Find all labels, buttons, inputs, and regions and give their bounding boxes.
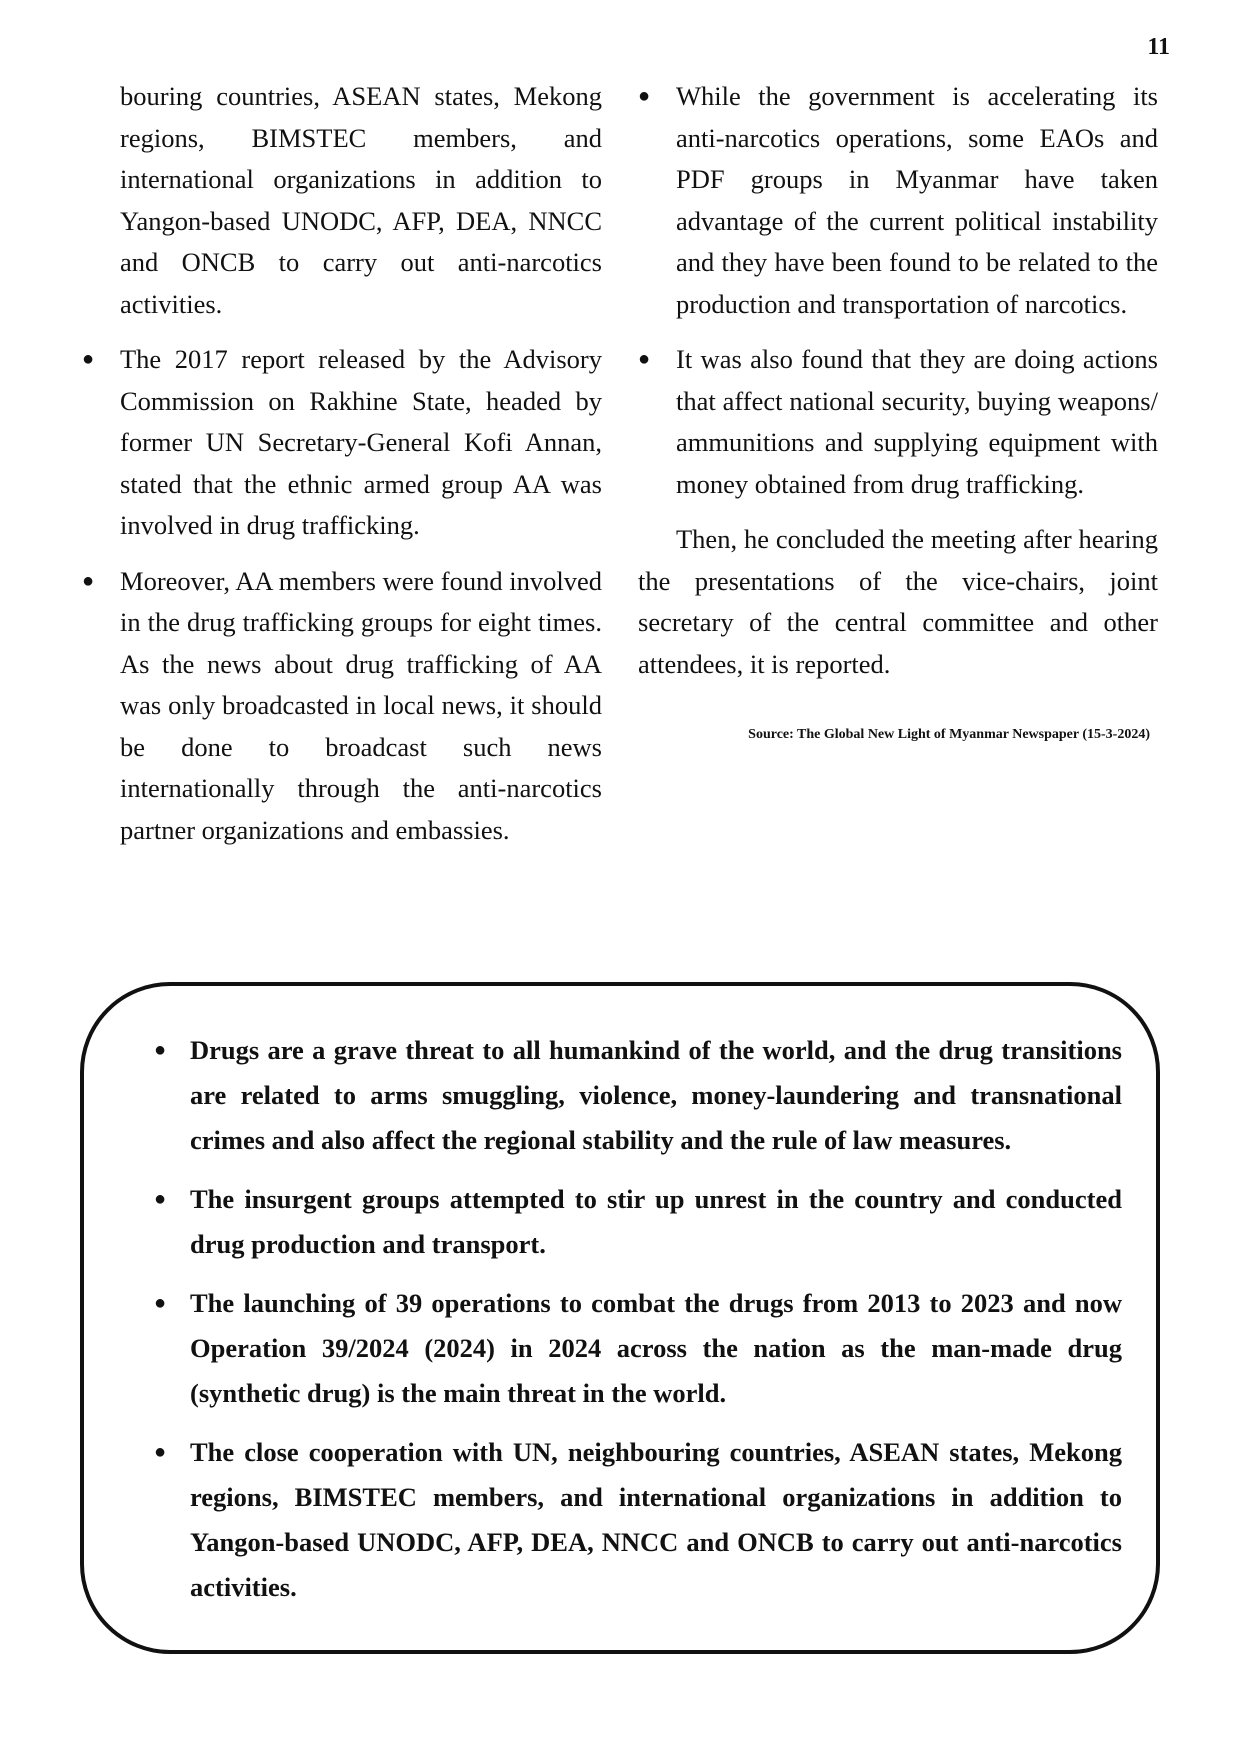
page-number: 11 <box>1147 34 1170 60</box>
bullet-icon: ● <box>638 348 651 370</box>
source-citation: Source: The Global New Light of Myanmar Newspaper (15-3-2024) <box>748 727 1150 742</box>
summary-list <box>154 1028 1122 1624</box>
list-item <box>154 1281 1122 1416</box>
bullet-text: Moreover, AA members were found involved in the drug trafficking groups for eight times. As the news about drug trafficking of AA was only broadcasted in local news, it should be done to broadcast such news internationally through the anti-narcotics partner organizations and embassies. <box>120 565 602 845</box>
summary-text: The close cooperation with UN, neighbouring countries, ASEAN states, Mekong regions, BIMSTEC members, and international organizations in addition to Yangon-based UNODC, AFP, DEA, NNCC and ONCB to carry out anti-narcotics activities. <box>190 1437 1122 1602</box>
bullet-icon: ● <box>154 1292 167 1314</box>
closing-paragraph: Then, he concluded the meeting after hearing the presentations of the vice-chairs, joint secretary of the central committee and other attendees, it is reported. <box>638 524 1158 679</box>
bullet-text: While the government is accelerating its anti-narcotics operations, some EAOs and PDF groups in Myanmar have taken advantage of the current political instability and they have been found to be related to the production and transportation of narcotics. <box>676 81 1158 319</box>
bullet-text: It was also found that they are doing actions that affect national security, buying weapons/ ammunitions and supplying equipment with money obtained from drug trafficking. <box>676 344 1158 499</box>
bullet-text: The 2017 report released by the Advisory Commission on Rakhine State, headed by former UN Secretary-General Kofi Annan, stated that the ethnic armed group AA was involved in drug trafficking. <box>120 344 602 540</box>
summary-text: Drugs are a grave threat to all humankind of the world, and the drug transitions are related to arms smuggling, violence, money-laundering and transnational crimes and also affect the regional stability and the rule of law measures. <box>190 1035 1122 1155</box>
list-item <box>154 1028 1122 1163</box>
summary-text: The insurgent groups attempted to stir up unrest in the country and conducted drug production and transport. <box>190 1184 1122 1259</box>
continuation-paragraph: bouring countries, ASEAN states, Mekong regions, BIMSTEC members, and international organizations in addition to Yangon-based UNODC, AFP, DEA, NNCC and ONCB to carry out anti-narcotics activities. <box>120 81 602 319</box>
bullet-icon: ● <box>82 569 95 592</box>
summary-text: The launching of 39 operations to combat the drugs from 2013 to 2023 and now Operation 39/2024 (2024) in 2024 across the nation as the man-made drug (synthetic drug) is the main threat in the world. <box>190 1288 1122 1408</box>
summary-box <box>80 982 1160 1654</box>
right-column <box>638 76 1158 745</box>
list-item <box>154 1177 1122 1267</box>
list-item <box>82 339 602 547</box>
list-item <box>154 1430 1122 1610</box>
bullet-icon: ● <box>154 1188 167 1210</box>
bullet-icon: ● <box>638 85 651 107</box>
left-column <box>82 76 602 865</box>
bullet-icon: ● <box>82 348 95 370</box>
list-item <box>82 561 602 852</box>
bullet-icon: ● <box>154 1441 167 1463</box>
list-item <box>638 339 1158 505</box>
list-item <box>638 76 1158 325</box>
bullet-icon: ● <box>154 1039 167 1061</box>
